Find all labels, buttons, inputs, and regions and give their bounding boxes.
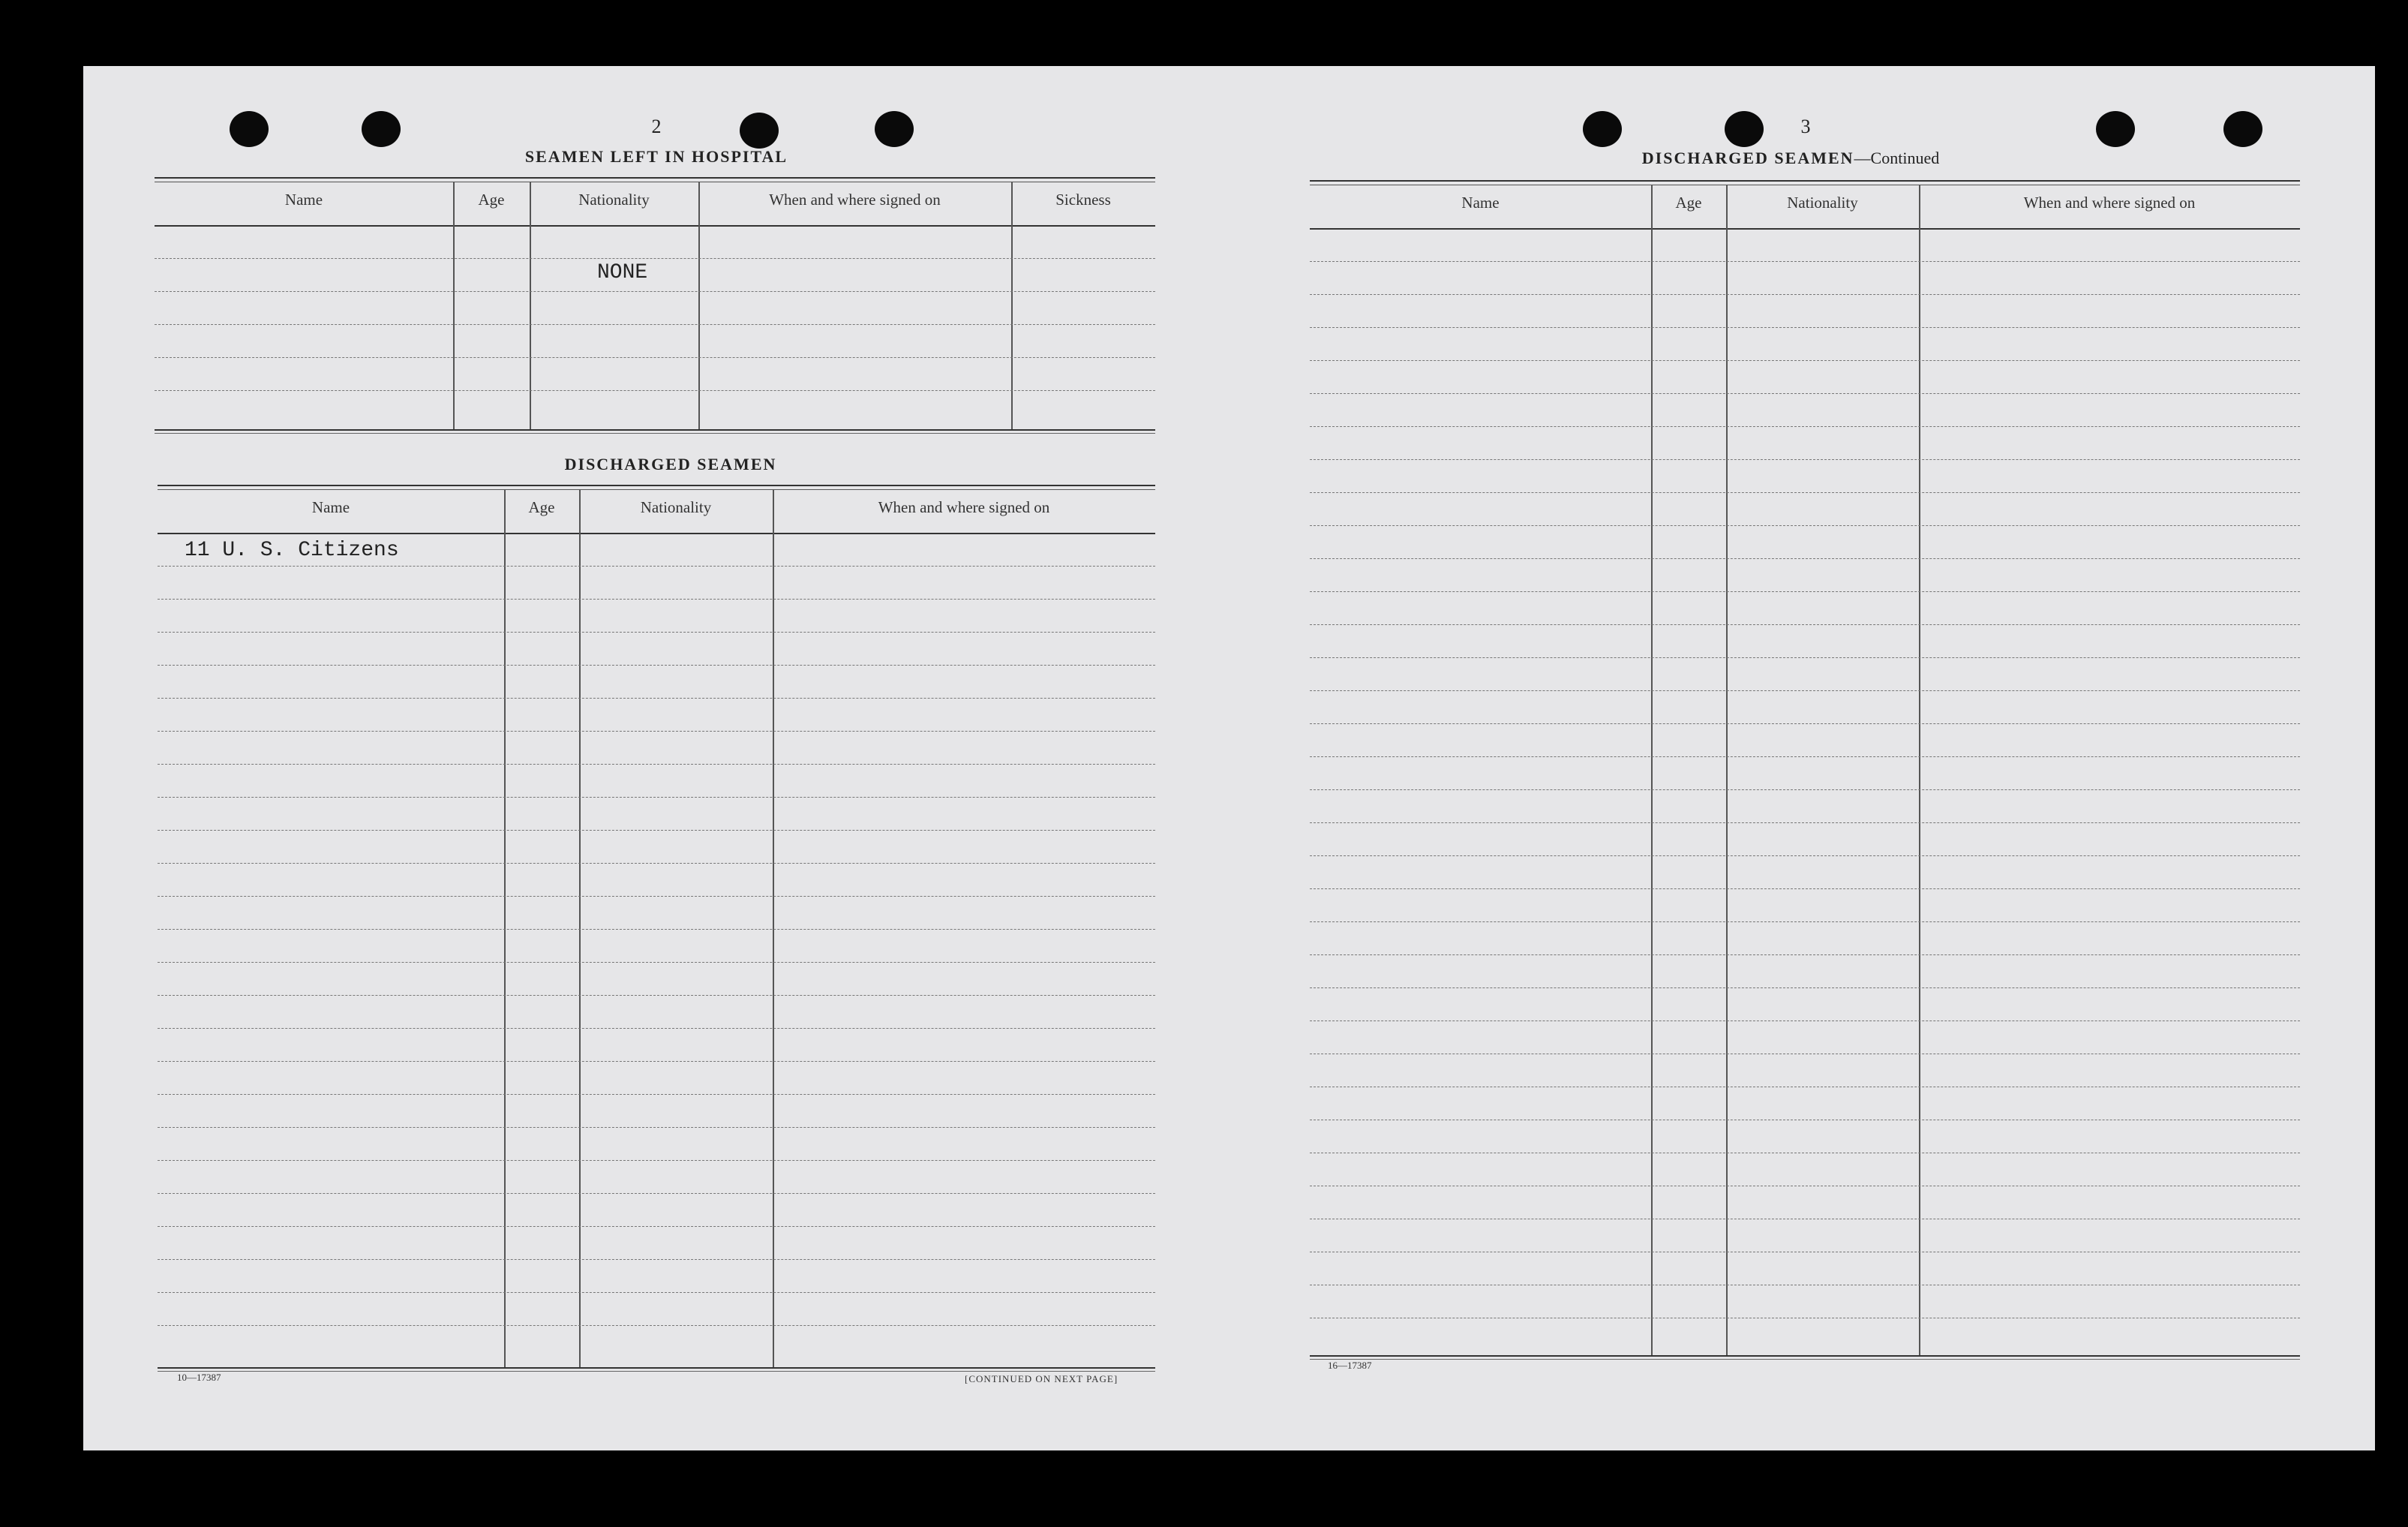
hospital-header-sickness: Sickness (1055, 191, 1111, 209)
discharged-entry: 11 U. S. Citizens (185, 539, 399, 562)
right-section-title-main: DISCHARGED SEAMEN (1641, 149, 1854, 167)
document-sheet (83, 66, 2375, 1450)
right-header-nationality: Nationality (1787, 194, 1858, 212)
hospital-header-signed-on: When and where signed on (769, 191, 941, 209)
continued-note: [CONTINUED ON NEXT PAGE] (965, 1373, 1118, 1384)
punch-hole (1583, 111, 1622, 147)
hospital-header-nationality: Nationality (578, 191, 650, 209)
left-form-number: 10—17387 (177, 1372, 221, 1383)
right-header-age: Age (1675, 194, 1702, 212)
hospital-header-age: Age (478, 191, 505, 209)
discharged-header-nationality: Nationality (640, 498, 712, 516)
hospital-section-title: SEAMEN LEFT IN HOSPITAL (524, 147, 788, 166)
left-page-number: 2 (651, 116, 662, 137)
punch-hole (2096, 111, 2135, 147)
punch-hole (230, 111, 269, 147)
punch-hole (362, 111, 401, 147)
right-section-title (1642, 149, 1939, 168)
hospital-header-name: Name (284, 191, 323, 209)
discharged-header-age: Age (528, 498, 555, 516)
discharged-header-name: Name (311, 498, 350, 516)
discharged-table (158, 485, 1155, 1438)
punch-hole (2223, 111, 2262, 147)
right-page-number: 3 (1800, 116, 1811, 137)
hospital-table (155, 177, 1155, 500)
discharged-continued-table (1310, 180, 2300, 1429)
punch-hole (1725, 111, 1764, 147)
discharged-section-title: DISCHARGED SEAMEN (564, 455, 777, 473)
right-form-number: 16—17387 (1328, 1360, 1372, 1371)
discharged-header-signed-on: When and where signed on (878, 498, 1050, 516)
right-header-signed-on: When and where signed on (2023, 194, 2196, 212)
punch-hole (740, 113, 779, 149)
hospital-entry-none: NONE (597, 261, 648, 284)
right-section-title-suffix: —Continued (1854, 149, 1940, 167)
punch-hole (875, 111, 914, 147)
right-header-name: Name (1461, 194, 1500, 212)
